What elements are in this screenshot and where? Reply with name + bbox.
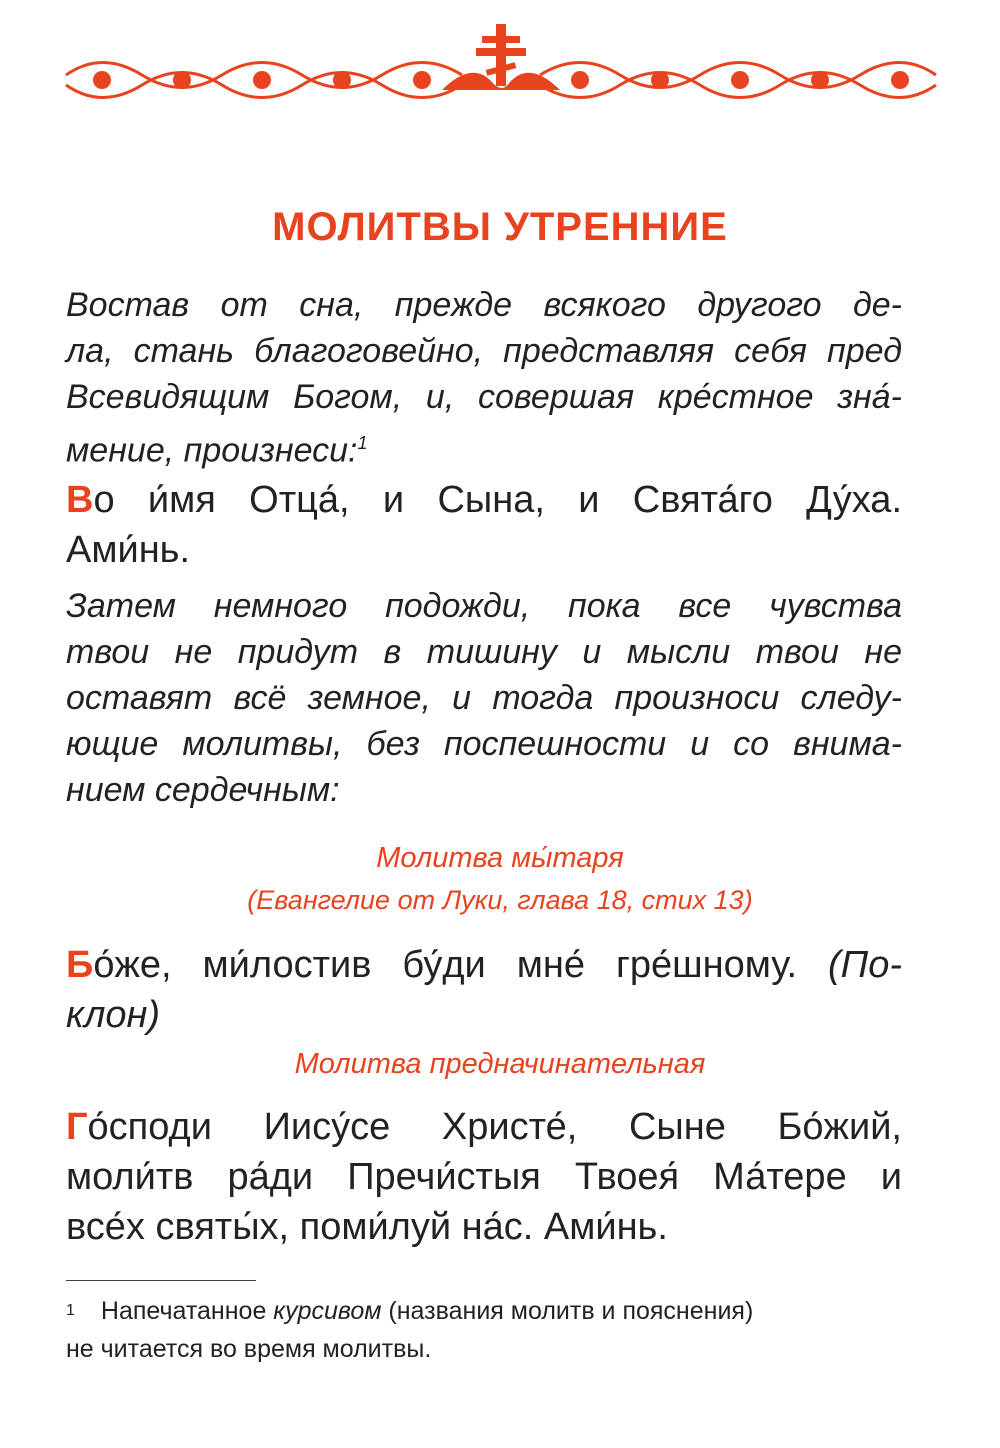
text-line: все́х святы́х, поми́луй на́с. Ами́нь. — [66, 1206, 668, 1248]
drop-initial: В — [66, 479, 94, 521]
footnote-line — [66, 1292, 902, 1330]
text-line — [66, 420, 902, 473]
text-line: моли́тв ра́ди Пречи́стыя Твоея́ Ма́тере и — [66, 1156, 902, 1198]
text-line: ла, стань благоговейно, представляя себя пред — [66, 332, 902, 370]
text-line — [66, 940, 902, 990]
footnote-text: Напечатанное — [100, 1297, 274, 1325]
footnote-reference: 1 — [357, 433, 368, 453]
text-line-content: о́же, ми́лостив бу́ди мне́ гре́шному. — [93, 944, 798, 986]
text-line: нием сердечным: — [66, 771, 340, 809]
text-line: Затем немного подожди, пока все чувства — [66, 587, 902, 625]
ornament-header-icon — [62, 20, 940, 110]
prayer-title-publican: Молитва мы́таря — [376, 842, 624, 874]
instruction-paragraph-2 — [66, 583, 902, 813]
drop-initial: Б — [66, 944, 94, 986]
text-line: Востав от сна, прежде всякого другого де- — [66, 286, 902, 324]
footnote-number: 1 — [66, 1302, 75, 1319]
footnote-divider — [66, 1280, 256, 1281]
prayer-source: (Евангелие от Луки, глава 18, стих 13) — [247, 885, 753, 915]
text-line — [66, 990, 902, 1040]
instruction-paragraph-1 — [66, 282, 902, 473]
rubric-note: клон) — [66, 994, 161, 1036]
footnote-line: не читается во время молитвы. — [66, 1335, 432, 1363]
text-line — [66, 1102, 902, 1152]
text-line: Ами́нь. — [66, 529, 191, 571]
text-line: ющие молитвы, без поспешности и со внима- — [66, 725, 902, 763]
rubric-note: (По- — [828, 944, 902, 986]
prayer-jesus — [66, 1102, 902, 1252]
text-line-content: мение, произнеси: — [66, 431, 358, 470]
footnote — [66, 1292, 902, 1368]
prayer-in-the-name — [66, 475, 902, 575]
text-line: твои не придут в тишину и мысли твои не — [66, 633, 902, 671]
footnote-italic-word: курсивом — [273, 1297, 382, 1325]
drop-initial: Г — [66, 1106, 88, 1148]
text-line-content: о и́мя Отца́, и Сына, и Свята́го Ду́ха. — [93, 479, 902, 521]
text-line-content: о́споди Иису́се Христе́, Сыне Бо́жий, — [87, 1106, 902, 1148]
text-line — [66, 475, 902, 525]
prayer-publican — [66, 940, 902, 1040]
text-line: оставят всё земное, и тогда произноси следу- — [66, 679, 902, 717]
footnote-text: (названия молитв и пояснения) — [381, 1297, 754, 1325]
page-title: МОЛИТВЫ УТРЕННИЕ — [272, 205, 728, 249]
prayer-title-initial: Молитва предначинательная — [294, 1048, 706, 1080]
text-line: Всевидящим Богом, и, совершая кре́стное зна́- — [66, 378, 902, 416]
